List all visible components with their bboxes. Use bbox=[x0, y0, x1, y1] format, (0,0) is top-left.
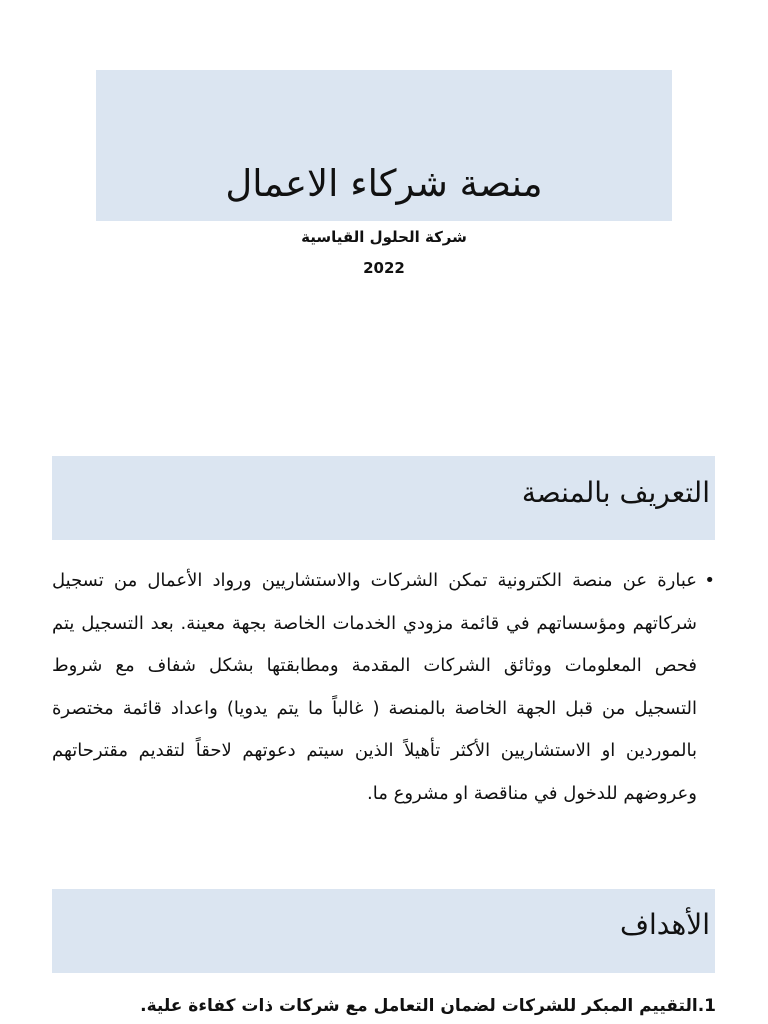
goals-section-heading: الأهداف bbox=[619, 908, 710, 941]
goals-section-banner bbox=[52, 889, 715, 973]
goal-item: 1.التقييم المبكر للشركات لضمان التعامل مع شركات ذات كفاءة علية. bbox=[140, 996, 716, 1016]
intro-paragraph-text: عبارة عن منصة الكترونية تمكن الشركات والاستشاريين ورواد الأعمال من تسجيل شركاتهم ومؤسساتهم في قائمة مزودي الخدمات الخاصة بجهة معينة. بعد التسجيل يتم فحص المعلومات ووثائق الشركات المقدمة ومطابقتها بشكل شفاف مع شروط التسجيل من قبل الجهة الخاصة بالمنصة ( غالباً ما يتم يدويا) واعداد قائمة مختصرة بالموردين او الاستشاريين الأكثر تأهيلاً الذين سيتم دعوتهم لاحقاً لتقديم مقترحاتهم وعروضهم للدخول في مناقصة او مشروع ما. bbox=[52, 570, 697, 804]
document-year: 2022 bbox=[363, 259, 405, 277]
intro-paragraph bbox=[52, 560, 715, 816]
bullet-mark: • bbox=[704, 570, 715, 591]
intro-section-heading: التعريف بالمنصة bbox=[521, 476, 710, 509]
document-title: منصة شركاء الاعمال bbox=[225, 162, 543, 205]
company-name: شركة الحلول القياسية bbox=[301, 228, 467, 246]
